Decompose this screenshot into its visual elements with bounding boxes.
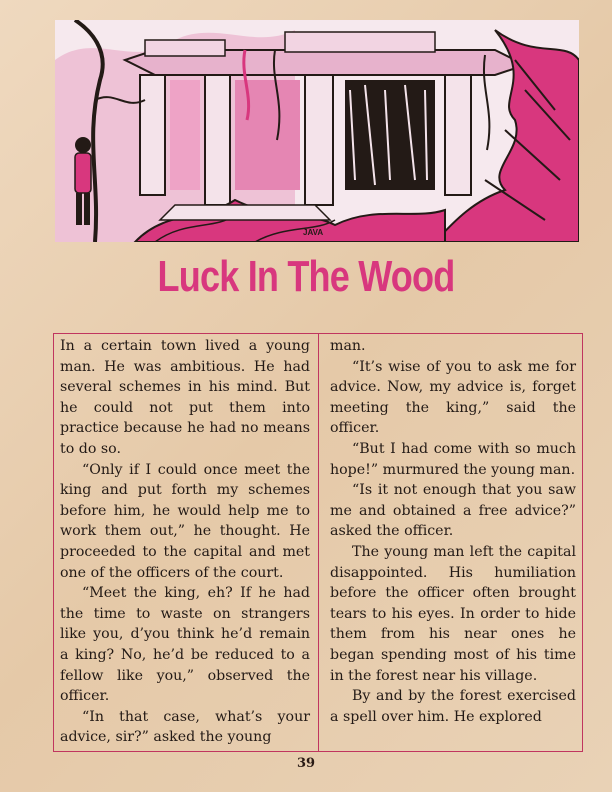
story-illustration <box>55 20 579 242</box>
text-frame-bottom-rule <box>53 751 583 752</box>
ruined-temple-forest-illustration <box>55 20 579 242</box>
paragraph: The young man left the capital disappointed. His humiliation before the officer often brought tears to his eyes. In order to hide them from his near ones he began spending most of his time in the forest near his village. <box>330 543 576 684</box>
page-number: 39 <box>296 756 316 771</box>
paragraph: “Meet the king, eh? If he had the time to waste on strangers like you, d’you think he’d remain a king? No, he’d be reduced to a fellow like you,” observed the officer. <box>60 585 310 705</box>
paragraph: “Is it not enough that you saw me and obtained a free advice?” asked the officer. <box>330 482 576 540</box>
paragraph: “In that case, what’s your advice, sir?” asked the young <box>60 708 310 746</box>
right-column <box>330 336 576 727</box>
left-column <box>60 336 310 748</box>
paragraph: “It’s wise of you to ask me for advice. Now, my advice is, forget meeting the king,” said the officer. <box>330 358 576 437</box>
story-title: Luck In The Wood <box>157 252 455 301</box>
paragraph: By and by the forest exercised a spell over him. He explored <box>330 688 576 725</box>
column-divider <box>318 333 319 751</box>
svg-text:JAVA: JAVA <box>303 228 324 237</box>
paragraph: “Only if I could once meet the king and put forth my schemes before him, he would help me to work them out,” he thought. He proceeded to the capital and met one of the officers of the court. <box>60 461 310 581</box>
paragraph: man. <box>330 338 366 354</box>
paragraph: “But I had come with so much hope!” murmured the young man. <box>330 440 576 478</box>
paragraph: In a certain town lived a young man. He was ambitious. He had several schemes in his mind. But he could not put them into practice because he had no means to do so. <box>60 338 310 457</box>
